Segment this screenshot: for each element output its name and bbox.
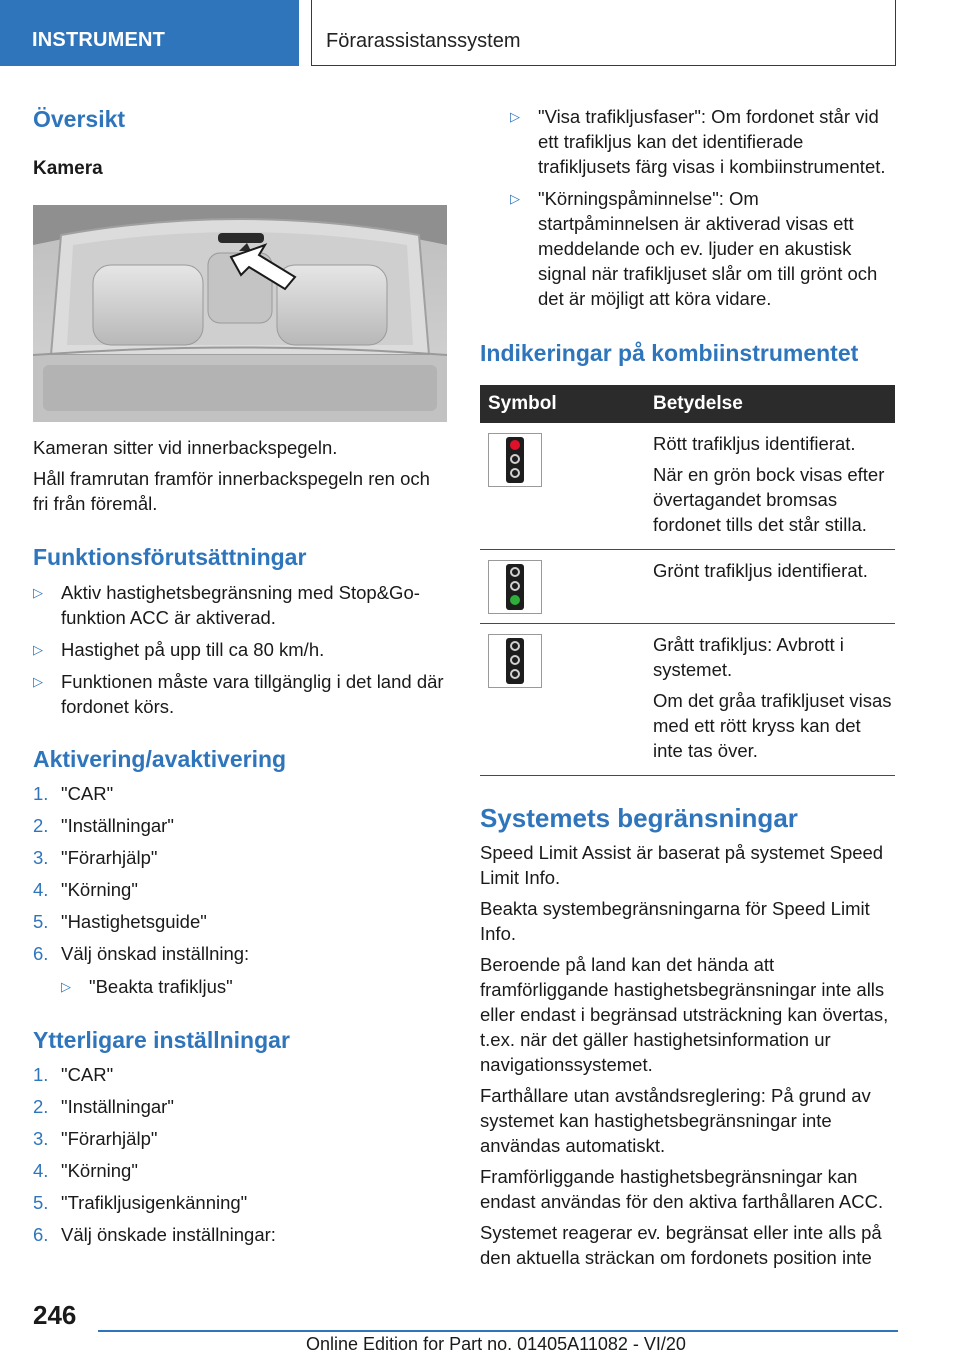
red-traffic-light-icon: [488, 433, 542, 487]
table-row: [480, 550, 895, 624]
list-item: ▷ "Körningspåminnelse": Om startpåminnelsen är aktiverad visas ett meddelande och ev. ljuder en akustisk signal när trafikljuset slår om till grönt och det är möjligt att köra vidare.: [510, 188, 878, 309]
list-item: ▷ "Visa trafikljusfaser": Om fordonet står vid ett trafikljus kan det identifierade trafikljusets färg visas i kombiinstrumentet.: [510, 106, 886, 177]
list-item: 4. "Körning": [33, 879, 138, 900]
requirements-heading: Funktionsförutsättningar: [33, 544, 307, 570]
activation-steps: [33, 781, 447, 999]
limits-paragraph: Farthållare utan avståndsreglering: På grund av systemet kan hastighetsbegränsningar inte användas automatiskt.: [480, 1085, 871, 1156]
activation-heading: Aktivering/avaktivering: [33, 746, 287, 772]
list-item: 6. Välj önskade inställningar:: [33, 1224, 276, 1245]
table-cell-text: Grönt trafikljus identifierat.: [653, 560, 868, 581]
list-item: 5. "Hastighetsguide": [33, 911, 207, 932]
table-header-symbol: Symbol: [480, 385, 643, 423]
chapter-header: [311, 0, 896, 66]
footer-divider: [98, 1330, 898, 1332]
activation-sub-list: [61, 974, 447, 999]
camera-heading: Kamera: [33, 158, 103, 179]
list-item: 1. "CAR": [33, 1064, 114, 1085]
limits-heading: Systemets begränsningar: [480, 803, 798, 833]
list-item: 6. Välj önskad inställning: ▷ "Beakta trafikljus": [33, 941, 447, 999]
right-column: [480, 100, 895, 1276]
limits-paragraph: Framförliggande hastighetsbegränsningar kan endast användas för den aktiva farthållaren ACC.: [480, 1166, 884, 1212]
camera-location-illustration: [33, 205, 447, 422]
list-item: 2. "Inställningar": [33, 815, 174, 836]
list-item: 2. "Inställningar": [33, 1096, 174, 1117]
camera-location-text: Kameran sitter vid innerbackspegeln.: [33, 437, 338, 458]
section-title: INSTRUMENT: [32, 29, 166, 51]
bullet-triangle-icon: ▷: [510, 109, 520, 124]
list-item: 4. "Körning": [33, 1160, 138, 1181]
bullet-triangle-icon: ▷: [33, 642, 43, 657]
limits-paragraph: Beakta systembegränsningarna för Speed Limit Info.: [480, 898, 870, 944]
list-item: 3. "Förarhjälp": [33, 847, 158, 868]
limits-paragraph: Systemet reagerar ev. begränsat eller inte alls på den aktuella sträckan om fordonets position inte: [480, 1222, 882, 1268]
green-traffic-light-icon: [488, 560, 542, 614]
list-item: 5. "Trafikljusigenkänning": [33, 1192, 248, 1213]
indicators-heading: Indikeringar på kombiinstrumentet: [480, 340, 859, 366]
limits-paragraph: Beroende på land kan det hända att framförliggande hastighetsbegränsningar inte alls eller endast i begränsad utsträckning kan övertas, t.ex. när det gäller hastighetsinformation ur navigationssystemet.: [480, 954, 889, 1075]
edition-text: Online Edition for Part no. 01405A11082 - VI/20: [306, 1334, 686, 1354]
chapter-title: Förarassistanssystem: [326, 30, 521, 52]
list-item: ▷ Aktiv hastighetsbegränsning med Stop&Go-funktion ACC är aktiverad.: [33, 582, 420, 628]
list-item: 1. "CAR": [33, 783, 114, 804]
list-item: ▷ Funktionen måste vara tillgänglig i det land där fordonet körs.: [33, 671, 444, 717]
list-item: ▷ "Beakta trafikljus": [61, 976, 233, 997]
table-cell-text: När en grön bock visas efter övertagandet bromsas fordonet tills det står stilla.: [653, 464, 885, 535]
camera-cleaning-text: Håll framrutan framför innerbackspegeln ren och fri från föremål.: [33, 468, 430, 514]
table-header-meaning: Betydelse: [643, 385, 895, 423]
overview-heading: Översikt: [33, 106, 126, 132]
bullet-triangle-icon: ▷: [33, 674, 43, 689]
list-item: 3. "Förarhjälp": [33, 1128, 158, 1149]
options-list: [480, 104, 895, 311]
section-tab: [0, 0, 299, 66]
table-cell-text: Grått trafikljus: Avbrott i systemet.: [653, 634, 844, 680]
requirements-list: [33, 580, 447, 719]
limits-paragraph: Speed Limit Assist är baserat på systemet Speed Limit Info.: [480, 842, 884, 888]
bullet-triangle-icon: ▷: [510, 191, 520, 206]
left-column: [33, 100, 447, 1254]
page-number: 246: [33, 1300, 77, 1330]
table-cell-text: Rött trafikljus identifierat.: [653, 433, 856, 454]
bullet-triangle-icon: ▷: [33, 585, 43, 600]
table-row: [480, 624, 895, 776]
gray-traffic-light-icon: [488, 634, 542, 688]
indicator-table: [480, 385, 895, 776]
list-item: ▷ Hastighet på upp till ca 80 km/h.: [33, 639, 325, 660]
bullet-triangle-icon: ▷: [61, 979, 71, 994]
table-cell-text: Om det gråa trafikljuset visas med ett rött kryss kan det inte tas över.: [653, 690, 892, 761]
table-row: [480, 423, 895, 550]
more-settings-steps: [33, 1062, 447, 1247]
more-settings-heading: Ytterligare inställningar: [33, 1027, 290, 1053]
